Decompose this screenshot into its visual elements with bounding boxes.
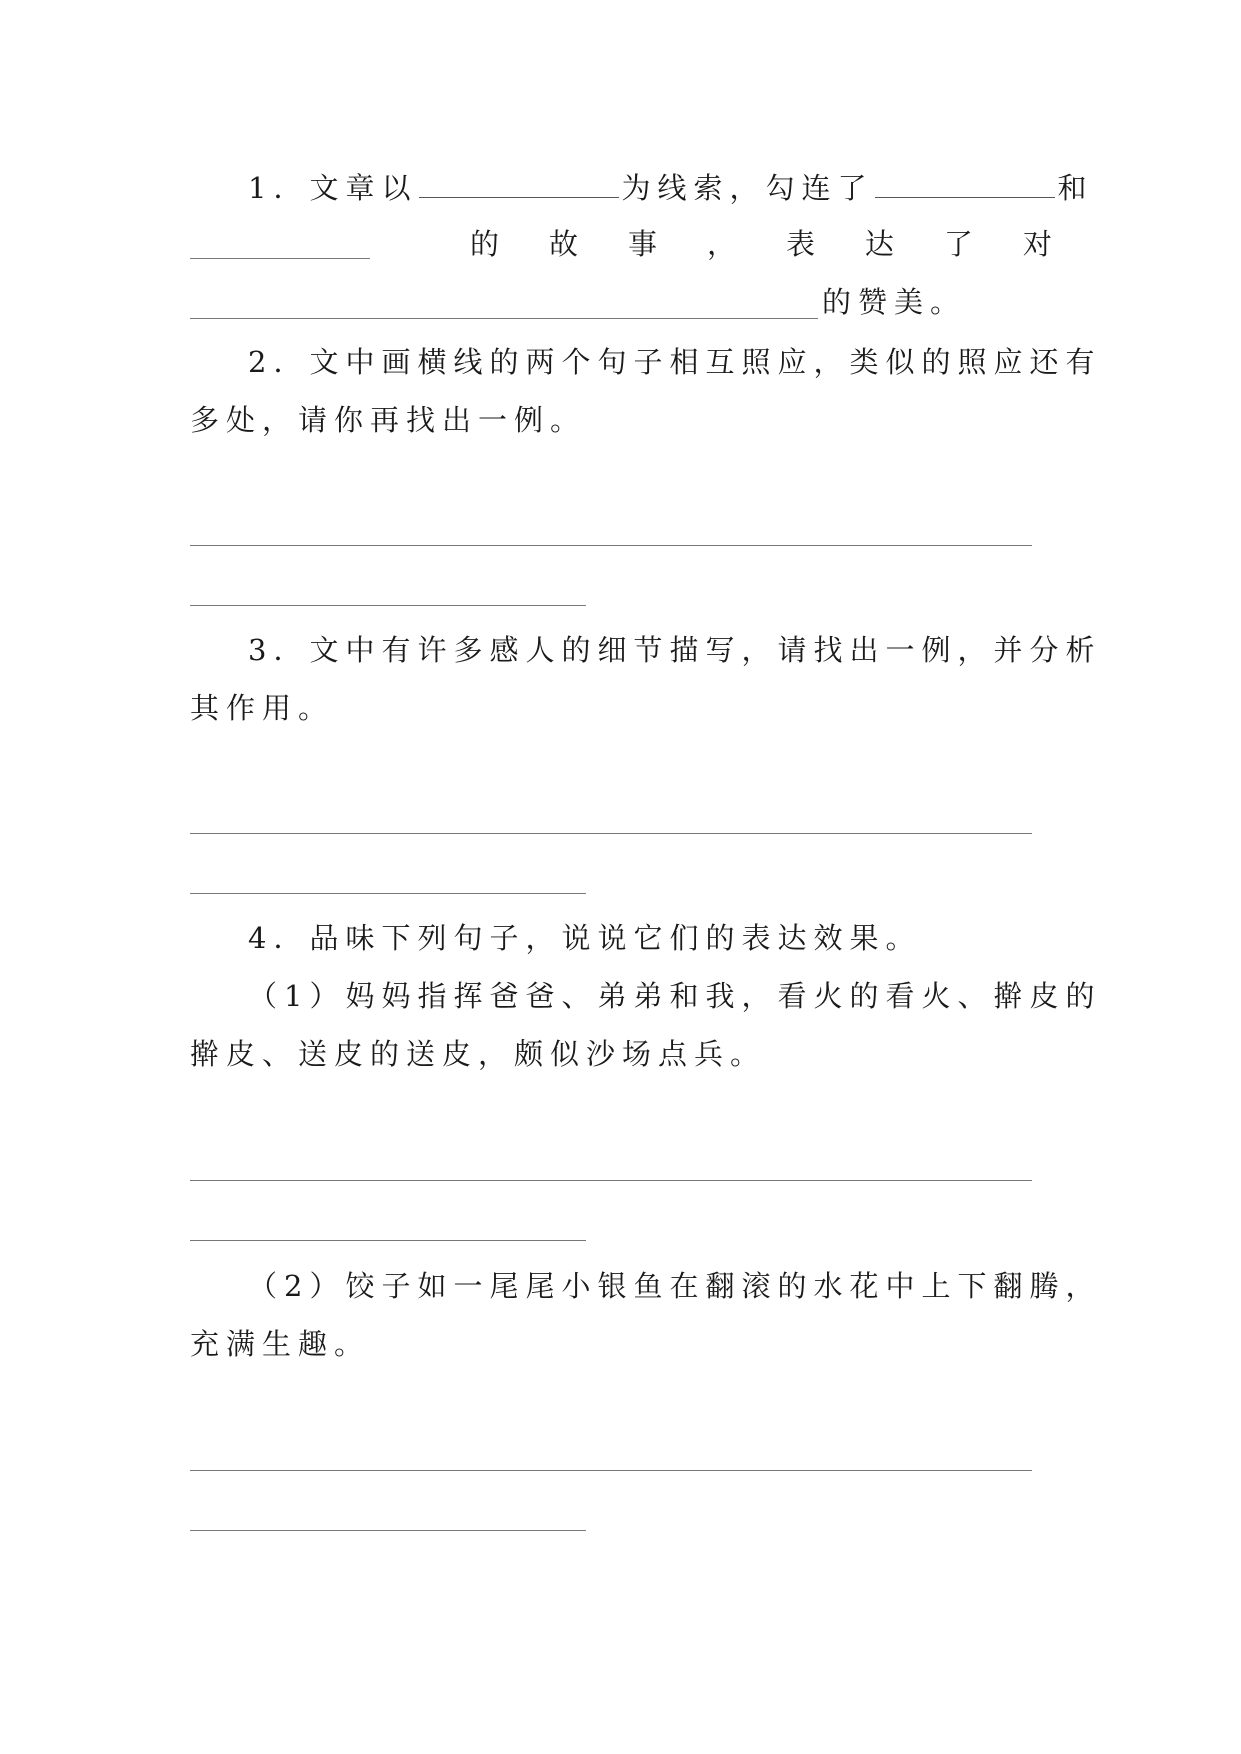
q3-answer-line-1[interactable] <box>190 833 1032 834</box>
q1-blank-clue[interactable] <box>419 175 619 198</box>
q1-char: 对 <box>1022 227 1052 261</box>
q1-blank-story-1[interactable] <box>875 175 1055 198</box>
q4-s2-line-2: 充满生趣。 <box>190 1327 371 1361</box>
q1-char: 达 <box>864 227 894 261</box>
q1-mid2: 和 <box>1057 171 1094 205</box>
q1-prefix: 1．文章以 <box>248 171 418 205</box>
q2-answer-line-2[interactable] <box>190 605 586 606</box>
q2-line-1: 2．文中画横线的两个句子相互照应，类似的照应还有 <box>248 345 1102 379</box>
q4-s2-answer-line-2[interactable] <box>190 1530 586 1531</box>
q1-blank-story-2[interactable] <box>190 258 370 259</box>
q1-char: 事 <box>627 227 657 261</box>
q1-suffix: 的赞美。 <box>822 285 967 319</box>
q1-mid1: 为线索，勾连了 <box>621 171 874 205</box>
q4-s1-line-2: 擀皮、送皮的送皮，颇似沙场点兵。 <box>190 1037 767 1071</box>
q4-s2-line-1: （2）饺子如一尾尾小银鱼在翻滚的水花中上下翻腾， <box>248 1269 1102 1303</box>
q1-char: 表 <box>785 227 815 261</box>
q3-line-1: 3．文中有许多感人的细节描写，请找出一例，并分析 <box>248 633 1102 667</box>
q1-char: ， <box>706 227 736 261</box>
q1-char: 了 <box>943 227 973 261</box>
q4-s1-answer-line-2[interactable] <box>190 1240 586 1241</box>
q1-blank-praise[interactable] <box>190 318 818 319</box>
q3-line-2: 其作用。 <box>190 691 335 725</box>
q4-s2-answer-line-1[interactable] <box>190 1470 1032 1471</box>
q4-s1-answer-line-1[interactable] <box>190 1180 1032 1181</box>
q1-char: 的 <box>470 227 500 261</box>
q1-char: 故 <box>548 227 578 261</box>
q1-spread-text <box>470 223 1052 263</box>
q1-line-1 <box>248 168 1093 208</box>
q4-title: 4．品味下列句子，说说它们的表达效果。 <box>248 921 922 955</box>
q2-answer-line-1[interactable] <box>190 545 1032 546</box>
q3-answer-line-2[interactable] <box>190 893 586 894</box>
q2-line-2: 多处，请你再找出一例。 <box>190 403 587 437</box>
q4-s1-line-1: （1）妈妈指挥爸爸、弟弟和我，看火的看火、擀皮的 <box>248 979 1102 1013</box>
